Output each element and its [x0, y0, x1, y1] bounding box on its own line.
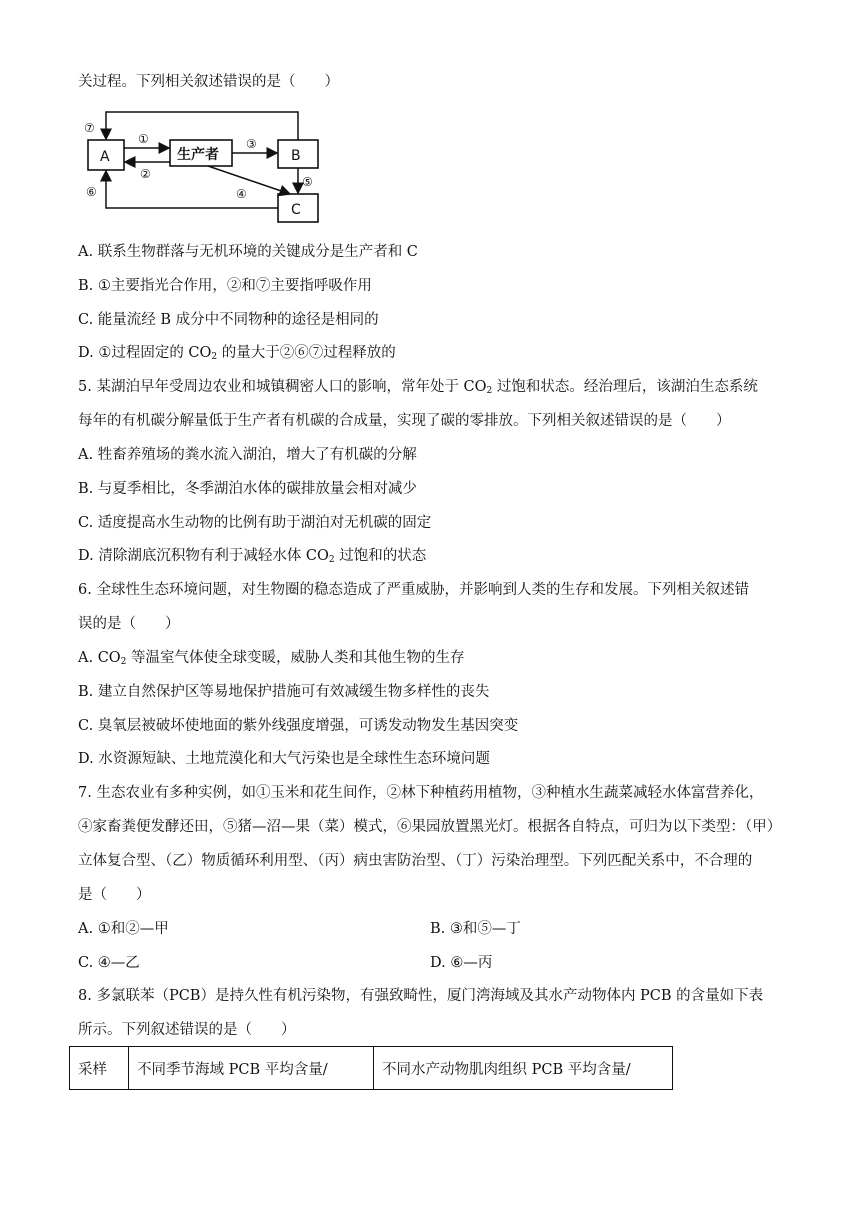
q4-option-d: D. ①过程固定的 $CO_2$ 的量大于②⑥⑦过程释放的 — [78, 345, 396, 362]
q8-stem-line2: 所示。下列叙述错误的是（ ） — [78, 1022, 296, 1038]
q5-option-c: C. 适度提高水生动物的比例有助于湖泊对无机碳的固定 — [78, 515, 432, 531]
q4-option-b: B. ①主要指光合作用，②和⑦主要指呼吸作用 — [78, 278, 372, 294]
q6-option-c: C. 臭氧层被破坏使地面的紫外线强度增强，可诱发动物发生基因突变 — [78, 718, 519, 734]
box-b-label: B — [291, 148, 301, 164]
q7-stem-line1: 7. 生态农业有多种实例，如①玉米和花生间作，②林下种植药用植物，③种植水生蔬菜减轻水体富营养化， — [78, 785, 764, 801]
box-producer-label: 生产者 — [177, 147, 219, 163]
q7-option-a: A. ①和②—甲 — [78, 921, 169, 937]
q5-option-d: D. 清除湖底沉积物有利于减轻水体 $CO_2$ 过饱和的状态 — [78, 548, 427, 565]
q7-stem-line2: ④家畜粪便发酵还田，⑤猪—沼—果（菜）模式，⑥果园放置黑光灯。根据各自特点，可归为以下类型：（甲） — [78, 819, 782, 835]
q6-option-a: A. $CO_2$ 等温室气体使全球变暖，威胁人类和其他生物的生存 — [78, 650, 465, 667]
label-1: ① — [138, 132, 149, 146]
pcb-table — [69, 1046, 673, 1090]
q5-option-b: B. 与夏季相比，冬季湖泊水体的碳排放量会相对减少 — [78, 481, 417, 497]
arrow-6 — [106, 171, 278, 208]
q4-option-c: C. 能量流经 B 成分中不同物种的途径是相同的 — [78, 312, 379, 328]
carbon-cycle-diagram — [78, 108, 328, 226]
label-6: ⑥ — [86, 185, 97, 199]
q7-stem-line4: 是（ ） — [78, 887, 151, 903]
box-c-label: C — [291, 202, 301, 218]
arrow-4 — [208, 166, 290, 194]
label-7: ⑦ — [84, 121, 95, 135]
q5-stem-line2: 每年的有机碳分解量低于生产者有机碳的合成量，实现了碳的零排放。下列相关叙述错误的是（ ） — [78, 413, 731, 429]
table-header-animal-pcb: 不同水产动物肌肉组织 PCB 平均含量/ — [374, 1047, 673, 1090]
q6-stem-line2: 误的是（ ） — [78, 616, 180, 632]
box-a-label: A — [100, 149, 110, 165]
q8-stem-line1: 8. 多氯联苯（PCB）是持久性有机污染物，有强致畸性，厦门湾海域及其水产动物体内 PCB 的含量如下表 — [78, 988, 764, 1004]
label-3: ③ — [246, 137, 257, 151]
q4-stem-tail: 关过程。下列相关叙述错误的是（ ） — [78, 74, 339, 90]
q6-option-b: B. 建立自然保护区等易地保护措施可有效减缓生物多样性的丧失 — [78, 684, 490, 700]
table-header-seasonal-pcb: 不同季节海域 PCB 平均含量/ — [129, 1047, 374, 1090]
q7-stem-line3: 立体复合型、（乙）物质循环利用型、（丙）病虫害防治型、（丁）污染治理型。下列匹配关系中，不合理的 — [78, 853, 753, 869]
table-header-sampling: 采样 — [70, 1047, 129, 1090]
q7-option-d: D. ⑥—丙 — [430, 955, 493, 971]
q5-stem-line1: 5. 某湖泊早年受周边农业和城镇稠密人口的影响，常年处于 $CO_2$ 过饱和状态。经治理后，该湖泊生态系统 — [78, 379, 758, 396]
label-5: ⑤ — [302, 175, 313, 189]
q5-option-a: A. 牲畜养殖场的粪水流入湖泊，增大了有机碳的分解 — [78, 447, 417, 463]
q6-stem-line1: 6. 全球性生态环境问题，对生物圈的稳态造成了严重威胁，并影响到人类的生存和发展。下列相关叙述错 — [78, 582, 749, 598]
arrow-7 — [106, 112, 298, 140]
q7-option-c: C. ④—乙 — [78, 955, 140, 971]
label-2: ② — [140, 167, 151, 181]
table-row — [70, 1047, 673, 1090]
q7-option-b: B. ③和⑤—丁 — [430, 921, 521, 937]
label-4: ④ — [236, 187, 247, 201]
q6-option-d: D. 水资源短缺、土地荒漠化和大气污染也是全球性生态环境问题 — [78, 751, 490, 767]
q4-option-a: A. 联系生物群落与无机环境的关键成分是生产者和 C — [78, 244, 418, 260]
